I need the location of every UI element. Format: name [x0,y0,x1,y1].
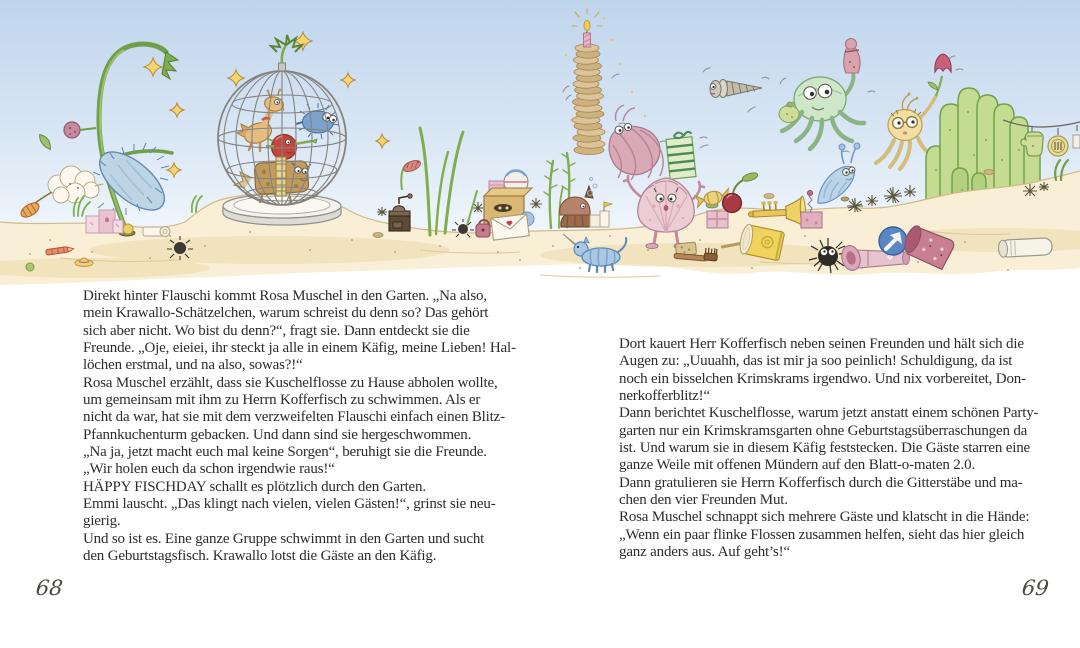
green-gift [665,131,696,179]
text-line: Pfannkuchenturm gebacken. Und dann sind sie hergeschwommen. [83,426,472,443]
text-line: HÄPPY FISCHDAY schallt es plötzlich durch den Garten. [83,478,426,495]
text-line: Rosa Muschel erzählt, dass sie Kuschelflosse zu Hause abholen wollte, [83,374,498,391]
text-line: ganz anders aus. Auf geht’s!“ [619,544,790,561]
text-line: Und so ist es. Eine ganze Gruppe schwimmt in den Garten und sucht [83,530,485,547]
white-tube [998,238,1052,258]
page-number-right: 69 [1020,576,1050,600]
garden-illustration [0,0,1080,290]
text-line: chen den vier Freunden Mut. [619,492,788,509]
text-line: ist. Und warum sie in diesem Käfig feststecken. Die Gäste starren eine [619,440,1031,457]
text-line: „Wir holen euch da schon irgendwie raus!“ [83,461,335,478]
text-line: noch ein bisselchen Krimskrams irgendwo. Und nix vorbereitet, Don- [619,370,1026,387]
text-line: gierig. [83,513,121,530]
text-line: Dort kauert Herr Kofferfisch neben seinen Freunden und hält sich die [619,336,1024,352]
cage-knob [279,63,286,71]
text-line: Augen zu: „Uuuahh, das ist mir ja soo peinlich! Schuldigung, da ist [619,353,1013,370]
love-letter [491,214,529,240]
text-line: „Wenn ein paar flinke Flossen zusammen helfen, sieht das hier gleich [619,526,1025,543]
text-line: Rosa Muschel schnappt sich mehrere Gäste und klatscht in die Hände: [619,509,1030,526]
text-line: um gemeinsam mit ihm zu Herrn Kofferfisch zu schwimmen. Als er [83,392,481,409]
plant-berry [64,122,80,138]
text-line: Freunde. „Oje, eieiei, ihr steckt ja alle in einem Käfig, meine Lieben! Hal- [83,340,516,357]
medal [1048,136,1068,156]
text-line: löchen erstmal, und na also, sowas?!“ [83,357,303,374]
text-line: nerkofferblitz!“ [619,388,710,405]
text-line: nicht da war, hat sie mit dem verzweifelten Flauschi einfach einen Blitz- [83,409,505,426]
text-line: den Geburtstagsfisch. Krawallo lotst die Gäste an den Käfig. [83,548,437,565]
text-line: mein Krawallo-Schätzelchen, warum schreist du denn so? Das gehört [83,305,489,322]
text-line: garten nur ein Krimskramsgarten ohne Geburtstagsüberraschungen da [619,422,1028,439]
story-text-right [619,336,1037,561]
green-pea [26,263,34,271]
text-line: Direkt hinter Flauschi kommt Rosa Muschel in den Garten. „Na also, [83,288,487,304]
arrow-badge [879,227,907,255]
text-line: „Na ja, jetzt macht euch mal keine Sorgen“, beruhigt sie die Freunde. [83,444,487,461]
page-number-left: 68 [34,576,64,600]
text-line: sich aber nicht. Wo bist du denn?“, fragt sie. Dann entdeckt sie die [83,322,470,339]
text-line: ganze Weile mit offenen Mündern auf den Blatt-o-maten 2.0. [619,457,976,474]
story-text-left [83,288,516,566]
clothesline-card [1073,135,1080,148]
text-line: Dann gratulieren sie Herrn Kofferfisch durch die Gitterstäbe und ma- [619,474,1023,491]
text-line: Emmi lauscht. „Das klingt nach vielen, vielen Gästen!“, grinst sie neu- [83,496,496,513]
paper-scroll [143,227,170,237]
text-line: Dann berichtet Kuschelflosse, warum jetzt anstatt einem schönen Party- [619,405,1039,422]
